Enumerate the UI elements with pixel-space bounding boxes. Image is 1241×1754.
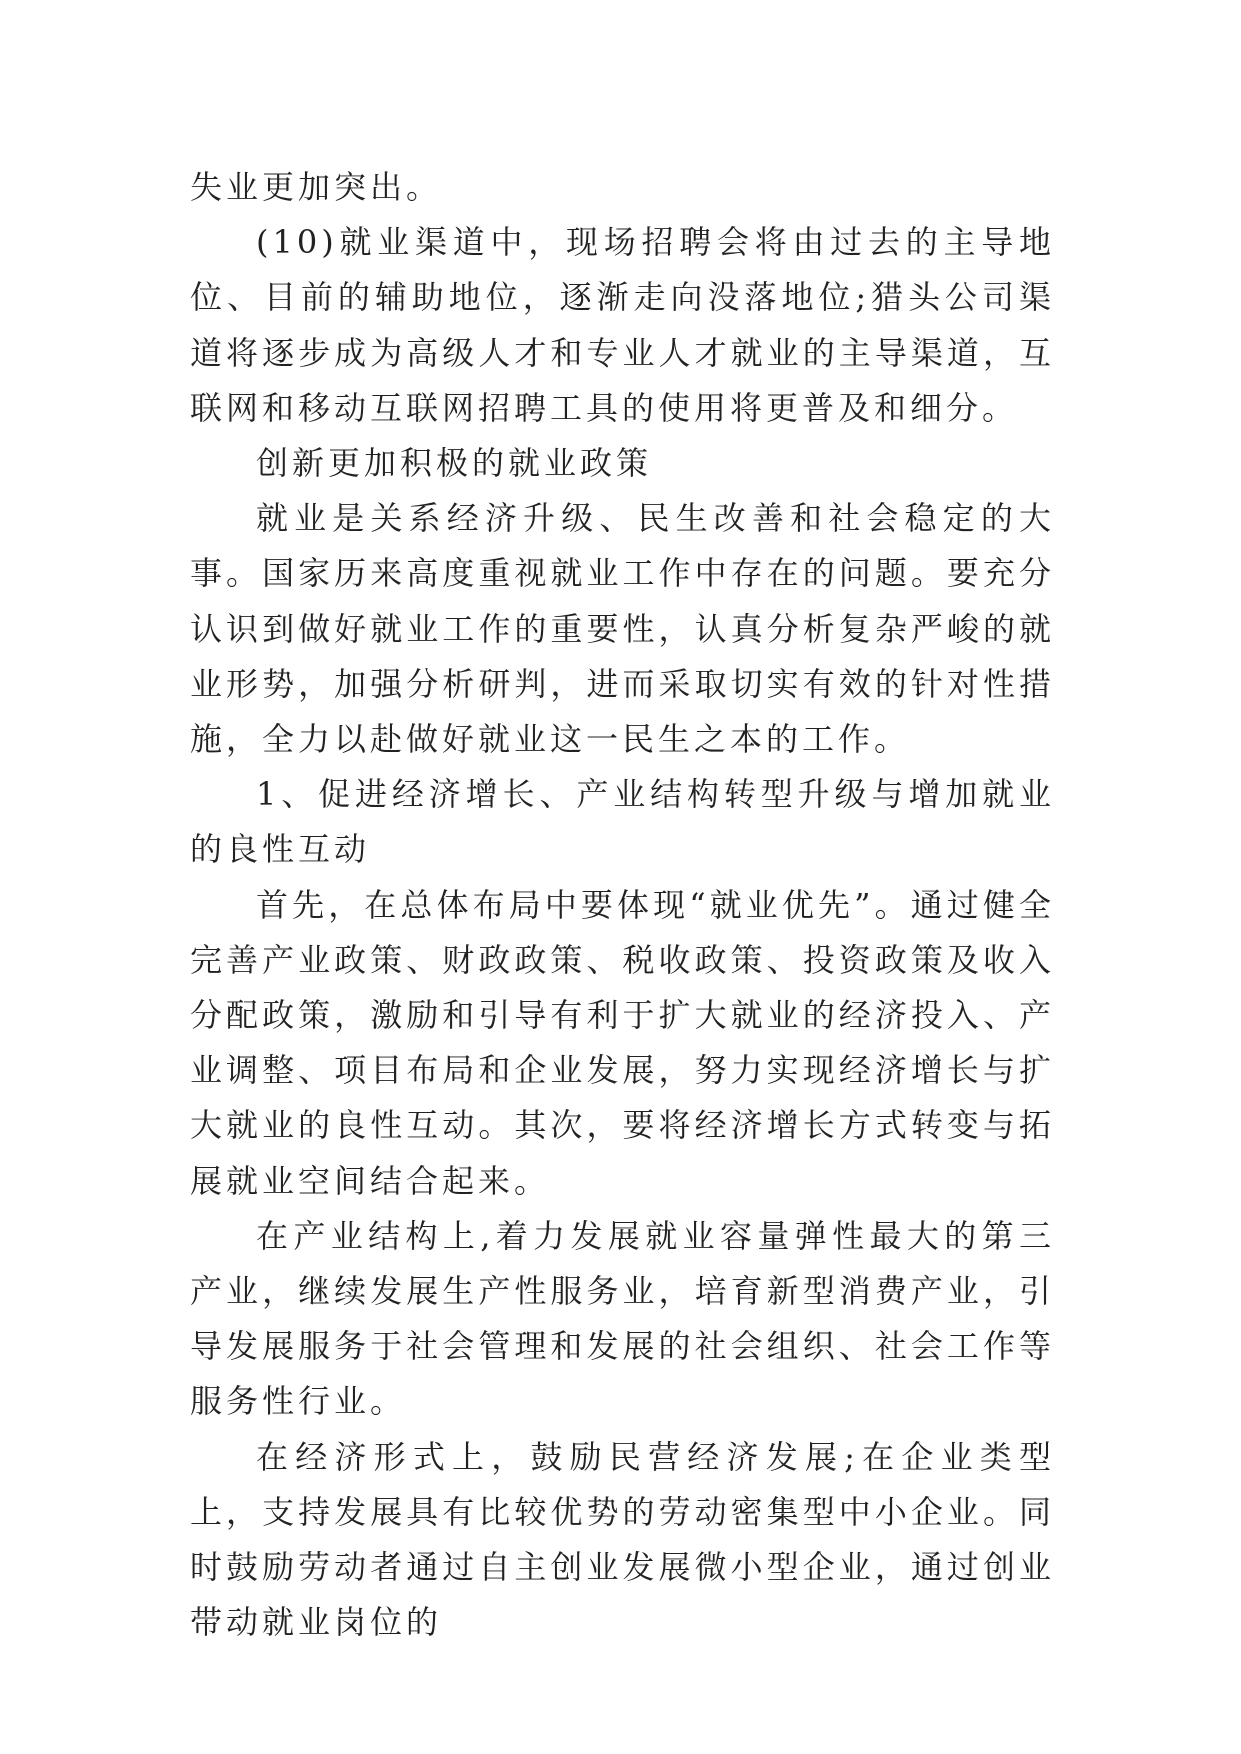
section-heading: 创新更加积极的就业政策 xyxy=(256,444,653,483)
paragraph-continuation: 失业更加突出。 xyxy=(190,168,443,206)
paragraph-industrial-structure: 在产业结构上,着力发展就业容量弹性最大的第三产业，继续发展生产性服务业，培育新型消费产业，引导发展服务于社会管理和发展的社会组织、社会工作等服务性行业。 xyxy=(190,1216,1055,1421)
document-body xyxy=(190,160,1055,1650)
paragraph-employment-priority: 首先，在总体布局中要体现“就业优先”。通过健全完善产业政策、财政政策、税收政策、投资政策及收入分配政策，激励和引导有利于扩大就业的经济投入、产业调整、项目布局和企业发展，努力实现经济增长与扩大就业的良性互动。其次，要将经济增长方式转变与拓展就业空间结合起来。 xyxy=(190,885,1055,1200)
paragraph-employment-importance: 就业是关系经济升级、民生改善和社会稳定的大事。国家历来高度重视就业工作中存在的问题。要充分认识到做好就业工作的重要性，认真分析复杂严峻的就业形势，加强分析研判，进而采取切实有效的针对性措施，全力以赴做好就业这一民生之本的工作。 xyxy=(190,499,1055,759)
paragraph-economic-form: 在经济形式上，鼓励民营经济发展;在企业类型上，支持发展具有比较优势的劳动密集型中小企业。同时鼓励劳动者通过自主创业发展微小型企业，通过创业带动就业岗位的 xyxy=(190,1437,1055,1642)
paragraph-employment-channels: (10)就业渠道中，现场招聘会将由过去的主导地位、目前的辅助地位，逐渐走向没落地位;猎头公司渠道将逐步成为高级人才和专业人才就业的主导渠道，互联网和移动互联网招聘工具的使用将更普及和细分。 xyxy=(190,223,1055,427)
subheading-1: 1、促进经济增长、产业结构转型升级与增加就业的良性互动 xyxy=(190,775,1055,869)
